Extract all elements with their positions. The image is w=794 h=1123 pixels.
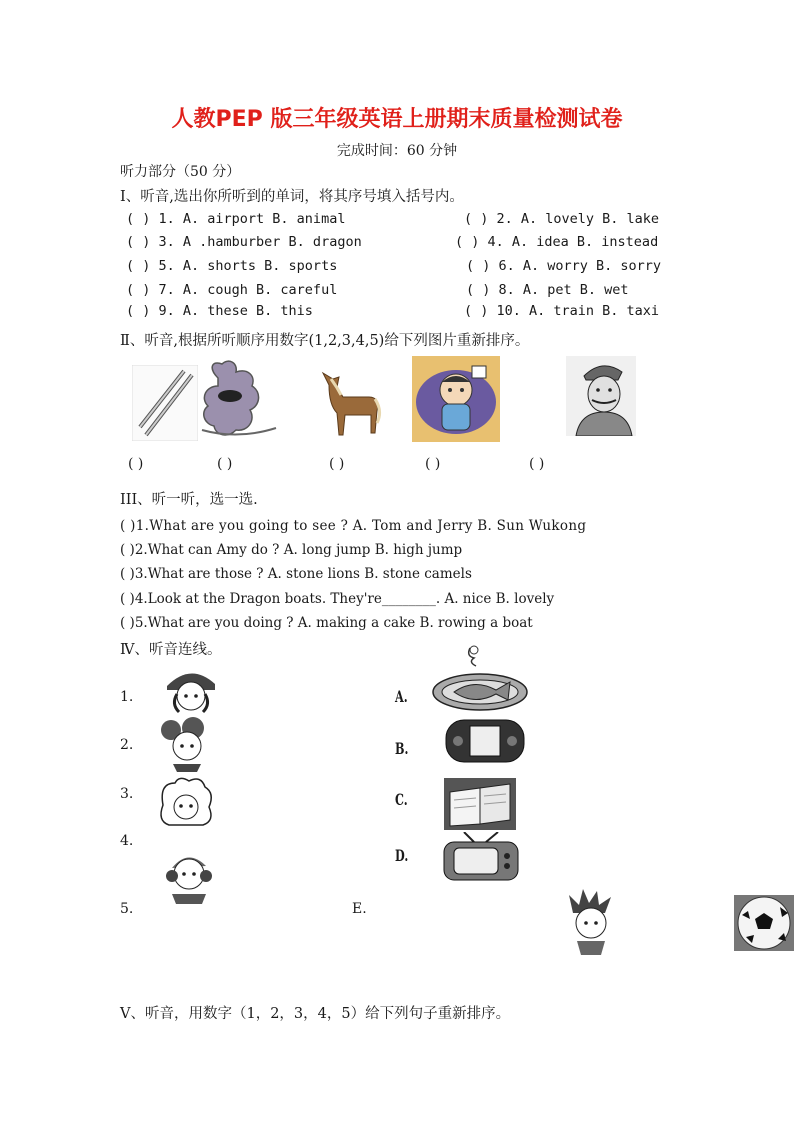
match-letter-a: A. [395, 687, 408, 706]
s3-q5: ( )5.What are you doing ? A. making a cake B. rowing a boat [120, 615, 533, 631]
match-number-2: 2. [120, 737, 134, 753]
picture-blank-5[interactable]: ( ) [529, 456, 545, 472]
match-letter-d: D. [395, 846, 409, 865]
boy-with-earmuffs-picture [160, 848, 218, 904]
boy-with-buns-picture [157, 716, 213, 772]
section2-heading: Ⅱ、听音,根据所听顺序用数字(1,2,3,4,5)给下列图片重新排序。 [120, 333, 530, 349]
match-letter-b: B. [395, 739, 409, 758]
curly-hair-girl-picture [155, 775, 217, 835]
match-number-3: 3. [120, 786, 134, 802]
television-picture [440, 832, 522, 882]
page-title: 人教PEP 版三年级英语上册期末质量检测试卷 [171, 107, 623, 132]
mouse-cartoon-picture [198, 358, 280, 442]
chopsticks-picture [132, 365, 198, 441]
s1-q1: ( ) 1. A. airport B. animal [126, 211, 346, 227]
time-limit: 完成时间：60 分钟 [336, 143, 458, 159]
man-with-cap-picture [566, 356, 636, 436]
soccer-ball-picture [734, 895, 794, 951]
section4-heading: Ⅳ、听音连线。 [120, 642, 222, 658]
picture-blank-3[interactable]: ( ) [329, 456, 345, 472]
section5-heading: Ⅴ、听音，用数字（1，2，3，4，5）给下列句子重新排序。 [120, 1006, 511, 1022]
horse-picture [315, 367, 383, 439]
section3-heading: III、听一听，选一选. [120, 492, 258, 508]
open-book-picture [444, 778, 516, 830]
s1-q2: ( ) 2. A. lovely B. lake [464, 211, 660, 227]
s1-q10: ( ) 10. A. train B. taxi [464, 303, 660, 319]
s1-q4: ( ) 4. A. idea B. instead [455, 234, 659, 250]
match-number-4: 4. [120, 833, 134, 849]
match-letter-c: C. [395, 790, 408, 809]
match-number-5: 5. [120, 901, 134, 917]
s1-q8: ( ) 8. A. pet B. wet [466, 282, 629, 298]
match-letter-e: E. [352, 901, 367, 917]
match-number-1: 1. [120, 689, 134, 705]
picture-blank-2[interactable]: ( ) [217, 456, 233, 472]
s1-q7: ( ) 7. A. cough B. careful [126, 282, 338, 298]
sick-boy-picture [412, 356, 500, 442]
s1-q6: ( ) 6. A. worry B. sorry [466, 258, 662, 274]
s3-q4: ( )4.Look at the Dragon boats. They're________. A. nice B. lovely [120, 591, 555, 607]
s3-q1: ( )1.What are you going to see ? A. Tom and Jerry B. Sun Wukong [120, 518, 587, 534]
picture-blank-4[interactable]: ( ) [425, 456, 441, 472]
s3-q3: ( )3.What are those ? A. stone lions B. stone camels [120, 566, 472, 582]
game-console-picture [444, 716, 526, 766]
s1-q5: ( ) 5. A. shorts B. sports [126, 258, 338, 274]
s1-q9: ( ) 9. A. these B. this [126, 303, 313, 319]
spiky-hair-boy-picture [559, 889, 623, 957]
girl-with-hat-picture [157, 664, 225, 714]
listening-header: 听力部分（50 分） [120, 164, 241, 180]
picture-blank-1[interactable]: ( ) [128, 456, 144, 472]
s1-q3: ( ) 3. A .hamburber B. dragon [126, 234, 362, 250]
section1-heading: Ⅰ、听音,选出你所听到的单词，将其序号填入括号内。 [120, 189, 464, 205]
s3-q2: ( )2.What can Amy do ? A. long jump B. high jump [120, 542, 463, 558]
fish-on-plate-picture [430, 642, 530, 714]
